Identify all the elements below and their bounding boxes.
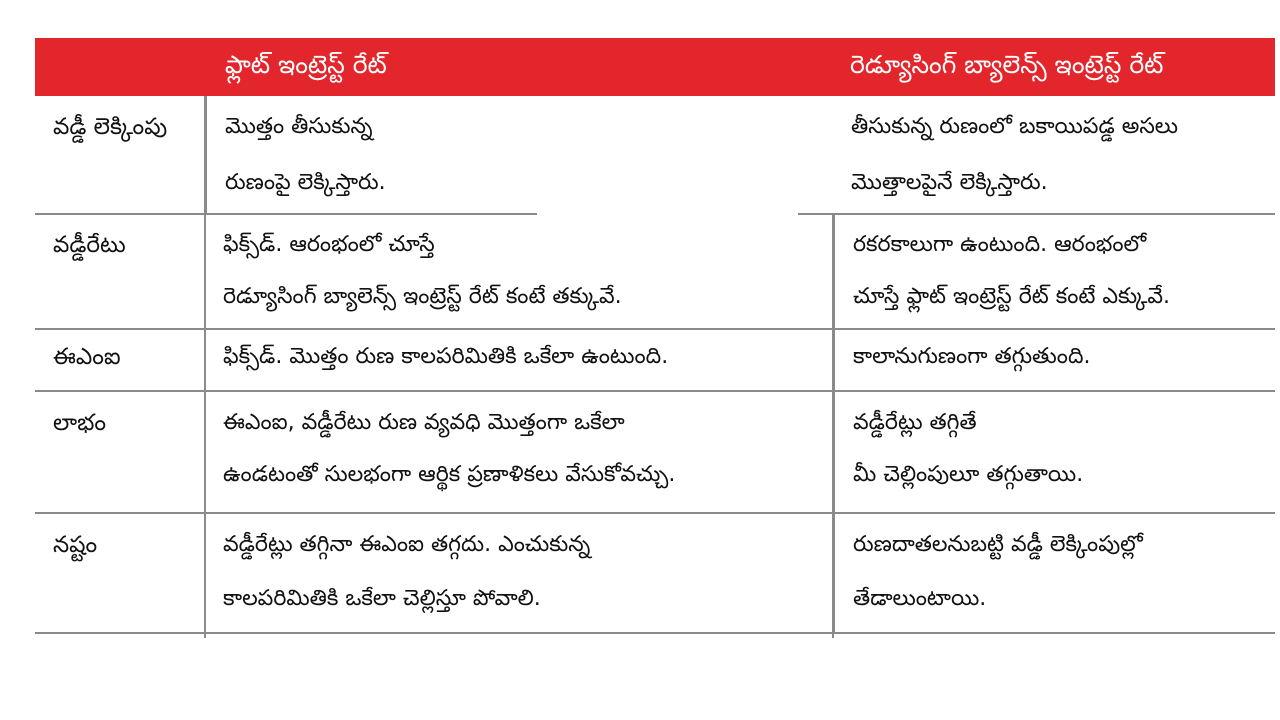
flat-rate-cell (205, 214, 835, 328)
cell-text: రుణదాతలనుబట్టి వడ్డీ లెక్కింపుల్లో (853, 532, 1143, 557)
header-reducing-rate: రెడ్యూసింగ్ బ్యాలెన్స్ ఇంట్రెస్ట్ రేట్ (850, 50, 1164, 79)
column-divider (204, 96, 206, 638)
flat-rate-cell (205, 330, 835, 390)
cell-text: తీసుకున్న రుణంలో బకాయిపడ్డ అసలు (851, 114, 1178, 139)
cell-text: ఈఎంఐ, వడ్డీరేటు రుణ వ్యవధి మొత్తంగా ఒకేలా (223, 410, 625, 435)
cell-text: కాలపరిమితికి ఒకేలా చెల్లిస్తూ పోవాలి. (223, 586, 541, 611)
reducing-rate-cell (833, 330, 1275, 390)
cell-text: ఫిక్స్‌డ్. ఆరంభంలో చూస్తే (223, 232, 435, 257)
reducing-rate-cell (833, 392, 1275, 512)
cell-text: రెడ్యూసింగ్ బ్యాలెన్స్ ఇంట్రెస్ట్ రేట్ కంటే తక్కువే. (223, 284, 622, 309)
reducing-rate-cell (833, 514, 1275, 632)
cell-text: మొత్తం తీసుకున్న (225, 114, 373, 139)
cell-text: రకరకాలుగా ఉంటుంది. ఆరంభంలో (853, 232, 1147, 257)
flat-rate-cell (205, 514, 835, 632)
cell-text: చూస్తే ఫ్లాట్ ఇంట్రెస్ట్ రేట్ కంటే ఎక్కువే. (853, 284, 1171, 309)
row-label-cell (35, 514, 205, 632)
reducing-rate-cell (833, 96, 1275, 214)
cell-text: వడ్డీరేట్లు తగ్గితే (853, 410, 977, 435)
row-label-cell (35, 330, 205, 390)
row-label-cell (35, 392, 205, 512)
row-label: ఈఎంఐ (53, 344, 121, 370)
table-row-emi (35, 330, 1275, 392)
cell-text: రుణంపై లెక్కిస్తారు. (225, 170, 386, 195)
row-label-cell (35, 214, 205, 328)
reducing-rate-cell (833, 214, 1275, 328)
cell-text: కాలానుగుణంగా తగ్గుతుంది. (853, 344, 1091, 369)
flat-rate-cell (205, 96, 837, 214)
table-row-advantage (35, 392, 1275, 514)
table-row-interest-calculation (35, 96, 1275, 214)
table-header (35, 38, 1275, 96)
row-label: వడ్డీ లెక్కింపు (53, 114, 168, 140)
row-label: నష్టం (53, 532, 98, 558)
flat-rate-cell (205, 392, 835, 512)
cell-text: మొత్తాలపైనే లెక్కిస్తారు. (851, 170, 1048, 195)
comparison-table (35, 38, 1275, 634)
table-row-disadvantage (35, 514, 1275, 634)
cell-text: వడ్డీరేట్లు తగ్గినా ఈఎంఐ తగ్గదు. ఎంచుకున్న (223, 532, 591, 557)
cell-text: మీ చెల్లింపులూ తగ్గుతాయి. (853, 462, 1084, 487)
row-label: వడ్డీరేటు (53, 232, 126, 258)
cell-text: తేడాలుంటాయి. (853, 586, 987, 611)
header-flat-rate: ఫ్లాట్ ఇంట్రెస్ట్ రేట్ (225, 50, 387, 79)
table-row-interest-rate (35, 214, 1275, 330)
row-label: లాభం (53, 410, 106, 436)
cell-text: ఉండటంతో సులభంగా ఆర్థిక ప్రణాళికలు వేసుకోవచ్చు. (223, 462, 676, 487)
column-divider (832, 214, 834, 638)
row-label-cell (35, 96, 205, 214)
cell-text: ఫిక్స్‌డ్. మొత్తం రుణ కాలపరిమితికి ఒకేలా ఉంటుంది. (223, 344, 669, 369)
